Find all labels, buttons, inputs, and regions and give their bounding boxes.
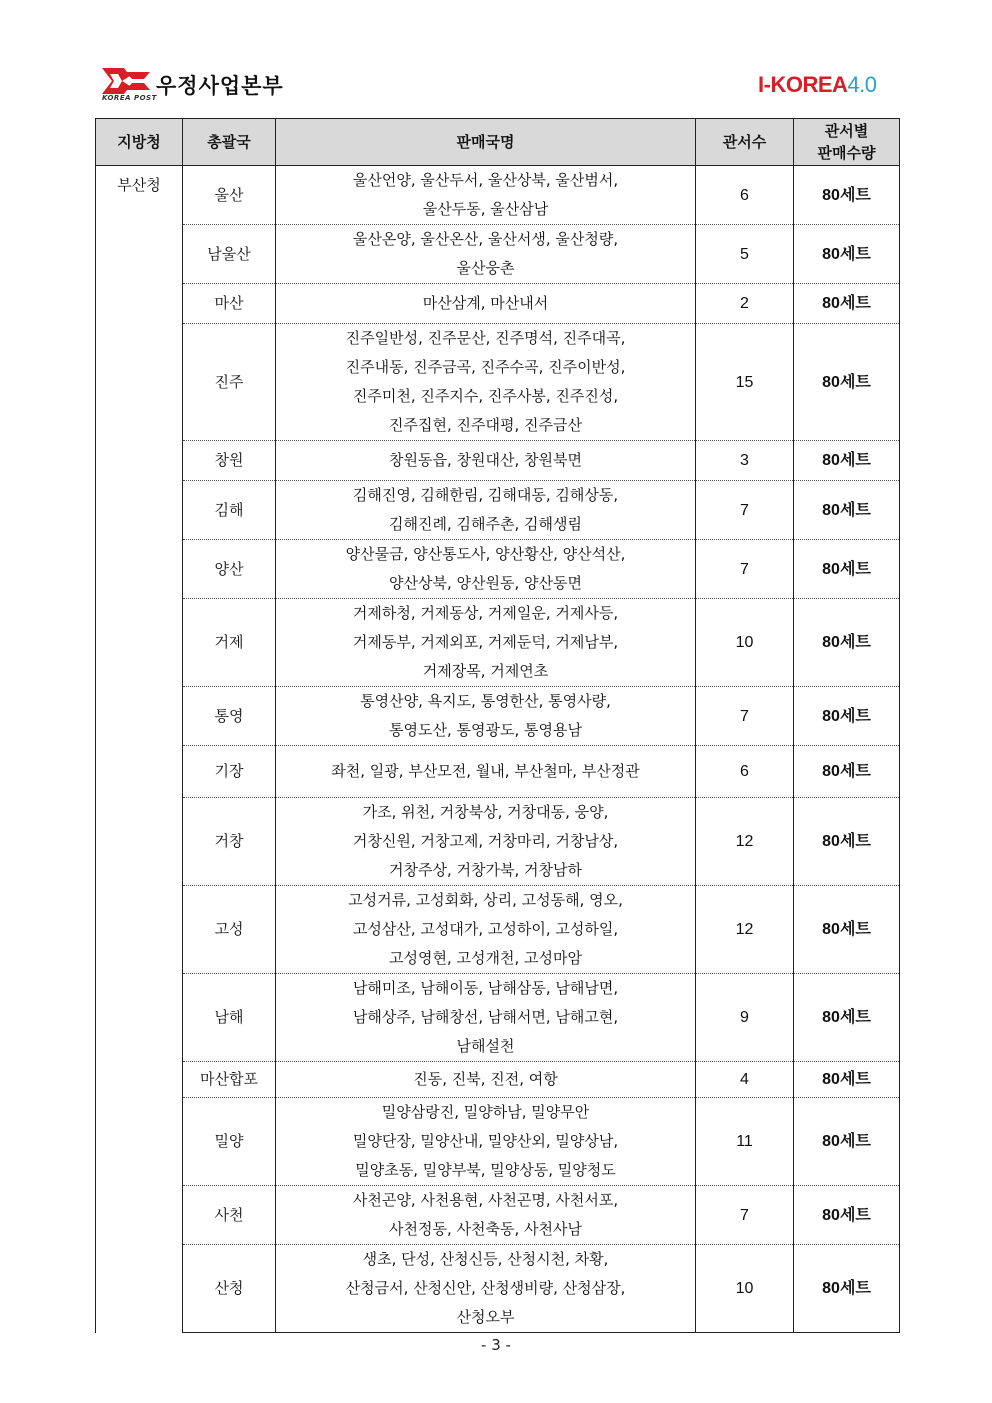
table-row bbox=[96, 1186, 900, 1245]
offices-cell: 좌천, 일광, 부산모전, 월내, 부산철마, 부산정관 bbox=[276, 746, 696, 798]
hq-cell: 울산 bbox=[183, 166, 276, 225]
hq-cell: 마산합포 bbox=[183, 1062, 276, 1098]
header-count: 관서수 bbox=[696, 119, 794, 166]
header-hq: 총괄국 bbox=[183, 119, 276, 166]
table-row bbox=[96, 886, 900, 974]
hq-cell: 기장 bbox=[183, 746, 276, 798]
i-korea-main: KOREA bbox=[770, 72, 848, 97]
hq-cell: 고성 bbox=[183, 886, 276, 974]
count-cell: 7 bbox=[696, 1186, 794, 1245]
i-korea-logo bbox=[758, 72, 877, 98]
offices-cell: 양산물금, 양산통도사, 양산황산, 양산석산, 양산상북, 양산원동, 양산동면 bbox=[276, 540, 696, 599]
qty-cell: 80세트 bbox=[794, 225, 900, 284]
offices-cell: 밀양삼랑진, 밀양하남, 밀양무안 밀양단장, 밀양산내, 밀양산외, 밀양상남, 밀양초동, 밀양부북, 밀양상동, 밀양청도 bbox=[276, 1098, 696, 1186]
offices-cell: 창원동읍, 창원대산, 창원북면 bbox=[276, 441, 696, 481]
hq-cell: 거제 bbox=[183, 599, 276, 687]
table-row bbox=[96, 599, 900, 687]
qty-cell: 80세트 bbox=[794, 1186, 900, 1245]
hq-cell: 양산 bbox=[183, 540, 276, 599]
table-row bbox=[96, 225, 900, 284]
table-row bbox=[96, 1245, 900, 1333]
offices-cell: 통영산양, 욕지도, 통영한산, 통영사량, 통영도산, 통영광도, 통영용남 bbox=[276, 687, 696, 746]
table-row bbox=[96, 1062, 900, 1098]
offices-cell: 울산온양, 울산온산, 울산서생, 울산청량, 울산웅촌 bbox=[276, 225, 696, 284]
qty-cell: 80세트 bbox=[794, 974, 900, 1062]
offices-cell: 진주일반성, 진주문산, 진주명석, 진주대곡, 진주내동, 진주금곡, 진주수곡, 진주이반성, 진주미천, 진주지수, 진주사봉, 진주진성, 진주집현, 진주대평, 진주금산 bbox=[276, 324, 696, 441]
hq-cell: 밀양 bbox=[183, 1098, 276, 1186]
qty-cell: 80세트 bbox=[794, 284, 900, 324]
i-korea-suffix: 4.0 bbox=[847, 72, 877, 97]
count-cell: 15 bbox=[696, 324, 794, 441]
hq-cell: 진주 bbox=[183, 324, 276, 441]
offices-cell: 가조, 위천, 거창북상, 거창대동, 웅양, 거창신원, 거창고제, 거창마리, 거창남상, 거창주상, 거창가북, 거창남하 bbox=[276, 798, 696, 886]
header-qty: 관서별 판매수량 bbox=[794, 119, 900, 166]
count-cell: 5 bbox=[696, 225, 794, 284]
hq-cell: 김해 bbox=[183, 481, 276, 540]
org-name: 우정사업본부 bbox=[156, 74, 284, 98]
sales-office-table bbox=[95, 118, 900, 1333]
qty-cell: 80세트 bbox=[794, 1098, 900, 1186]
table-row bbox=[96, 746, 900, 798]
count-cell: 7 bbox=[696, 481, 794, 540]
qty-cell: 80세트 bbox=[794, 166, 900, 225]
count-cell: 3 bbox=[696, 441, 794, 481]
korea-post-emblem-icon bbox=[102, 68, 152, 94]
offices-cell: 울산언양, 울산두서, 울산상북, 울산범서, 울산두동, 울산삼남 bbox=[276, 166, 696, 225]
table-row bbox=[96, 324, 900, 441]
table-row bbox=[96, 284, 900, 324]
count-cell: 4 bbox=[696, 1062, 794, 1098]
count-cell: 10 bbox=[696, 599, 794, 687]
count-cell: 9 bbox=[696, 974, 794, 1062]
korea-post-logo bbox=[102, 66, 302, 106]
qty-cell: 80세트 bbox=[794, 599, 900, 687]
table-row bbox=[96, 687, 900, 746]
org-sub-name: KOREA POST bbox=[102, 94, 157, 102]
offices-cell: 사천곤양, 사천용현, 사천곤명, 사천서포, 사천정동, 사천축동, 사천사남 bbox=[276, 1186, 696, 1245]
qty-cell: 80세트 bbox=[794, 324, 900, 441]
hq-cell: 마산 bbox=[183, 284, 276, 324]
qty-cell: 80세트 bbox=[794, 687, 900, 746]
qty-cell: 80세트 bbox=[794, 1062, 900, 1098]
count-cell: 2 bbox=[696, 284, 794, 324]
qty-cell: 80세트 bbox=[794, 540, 900, 599]
header-region: 지방청 bbox=[96, 119, 183, 166]
table-row bbox=[96, 481, 900, 540]
qty-cell: 80세트 bbox=[794, 886, 900, 974]
hq-cell: 남울산 bbox=[183, 225, 276, 284]
count-cell: 11 bbox=[696, 1098, 794, 1186]
qty-cell: 80세트 bbox=[794, 798, 900, 886]
count-cell: 6 bbox=[696, 746, 794, 798]
header-offices: 판매국명 bbox=[276, 119, 696, 166]
qty-cell: 80세트 bbox=[794, 441, 900, 481]
table-row bbox=[96, 540, 900, 599]
qty-cell: 80세트 bbox=[794, 481, 900, 540]
count-cell: 10 bbox=[696, 1245, 794, 1333]
hq-cell: 통영 bbox=[183, 687, 276, 746]
count-cell: 7 bbox=[696, 540, 794, 599]
qty-cell: 80세트 bbox=[794, 746, 900, 798]
i-korea-prefix: I- bbox=[758, 72, 771, 97]
count-cell: 12 bbox=[696, 886, 794, 974]
table-row bbox=[96, 1098, 900, 1186]
qty-cell: 80세트 bbox=[794, 1245, 900, 1333]
hq-cell: 사천 bbox=[183, 1186, 276, 1245]
offices-cell: 거제하청, 거제동상, 거제일운, 거제사등, 거제동부, 거제외포, 거제둔덕, 거제남부, 거제장목, 거제연초 bbox=[276, 599, 696, 687]
count-cell: 6 bbox=[696, 166, 794, 225]
offices-cell: 고성거류, 고성회화, 상리, 고성동해, 영오, 고성삼산, 고성대가, 고성하이, 고성하일, 고성영현, 고성개천, 고성마암 bbox=[276, 886, 696, 974]
count-cell: 12 bbox=[696, 798, 794, 886]
table-row bbox=[96, 798, 900, 886]
table-row bbox=[96, 166, 900, 225]
offices-cell: 남해미조, 남해이동, 남해삼동, 남해남면, 남해상주, 남해창선, 남해서면, 남해고현, 남해설천 bbox=[276, 974, 696, 1062]
offices-cell: 김해진영, 김해한림, 김해대동, 김해상동, 김해진례, 김해주촌, 김해생림 bbox=[276, 481, 696, 540]
hq-cell: 산청 bbox=[183, 1245, 276, 1333]
table-row bbox=[96, 441, 900, 481]
offices-cell: 진동, 진북, 진전, 여항 bbox=[276, 1062, 696, 1098]
offices-cell: 마산삼계, 마산내서 bbox=[276, 284, 696, 324]
table-header-row bbox=[96, 119, 900, 166]
offices-cell: 생초, 단성, 산청신등, 산청시천, 차황, 산청금서, 산청신안, 산청생비량, 산청삼장, 산청오부 bbox=[276, 1245, 696, 1333]
hq-cell: 창원 bbox=[183, 441, 276, 481]
count-cell: 7 bbox=[696, 687, 794, 746]
table-row bbox=[96, 974, 900, 1062]
hq-cell: 남해 bbox=[183, 974, 276, 1062]
region-cell: 부산청 bbox=[96, 166, 183, 1333]
hq-cell: 거창 bbox=[183, 798, 276, 886]
page-number: - 3 - bbox=[481, 1336, 511, 1354]
